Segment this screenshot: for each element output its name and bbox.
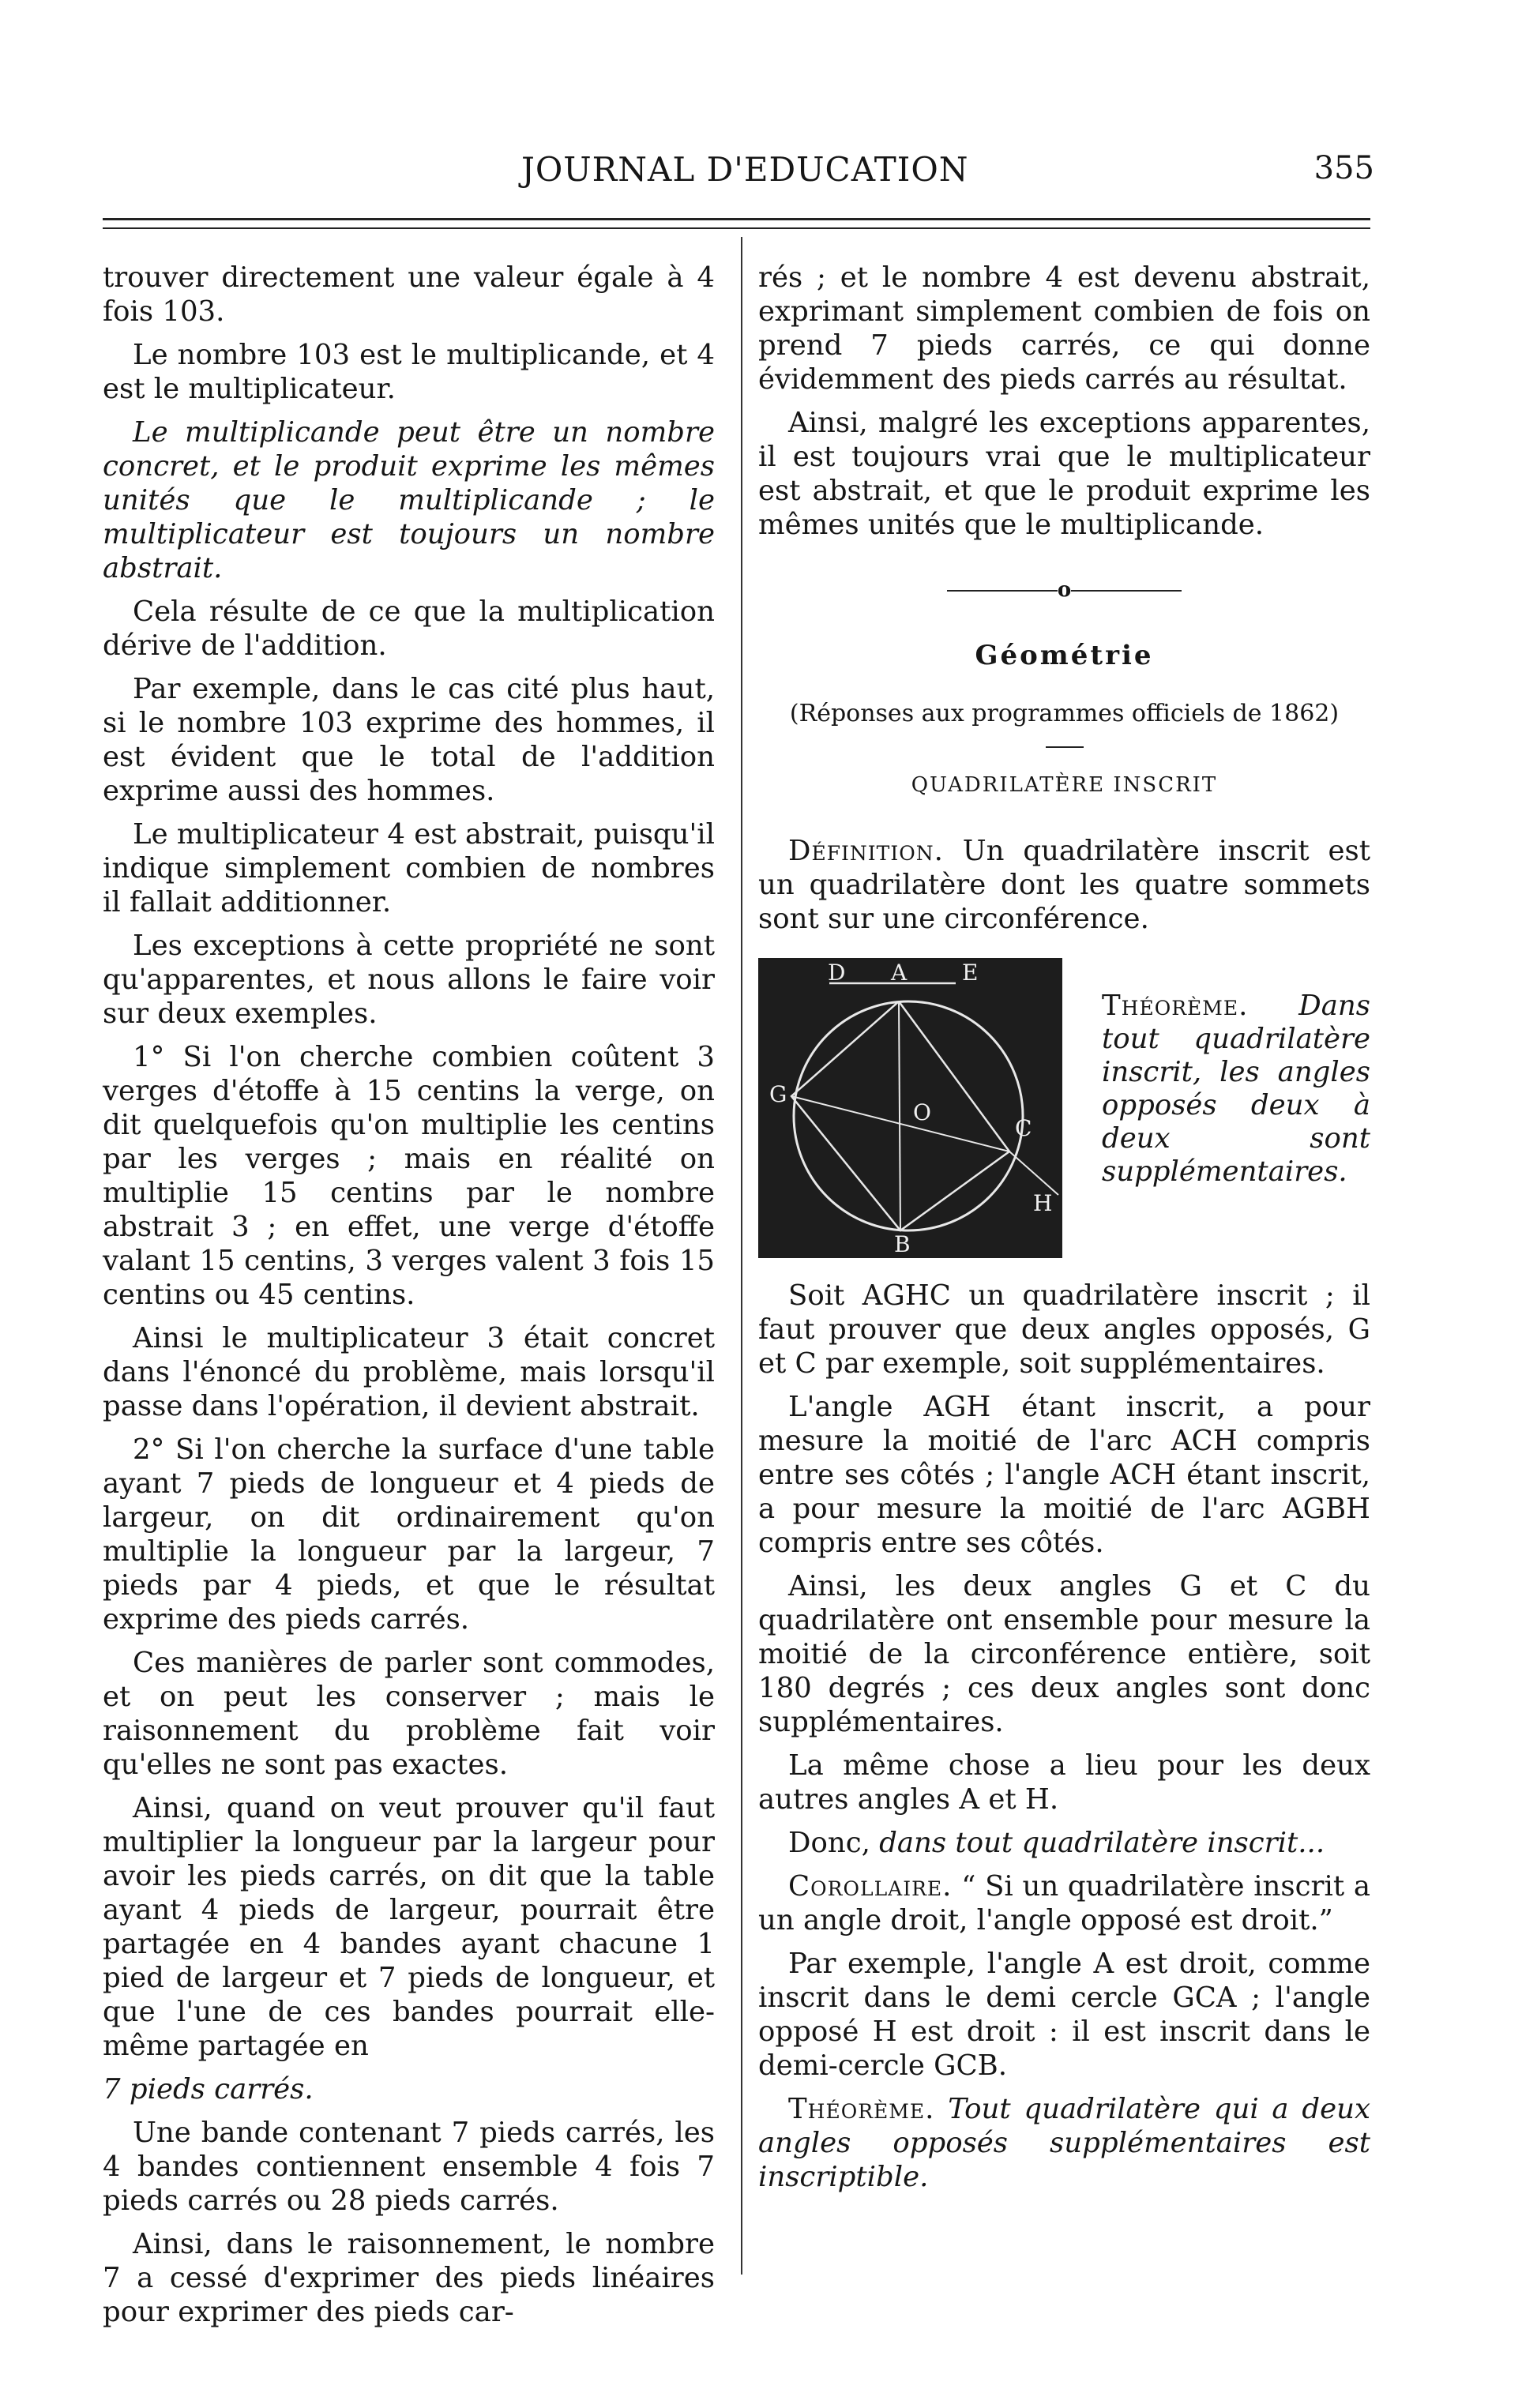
corollary-text: “ Si un quadrilatère inscrit a un angle droit, l'angle opposé est droit.” (758, 1870, 1370, 1937)
page-header (95, 150, 1374, 197)
theorem-label: Théorème. (1102, 990, 1249, 1022)
corollary-label: Corollaire. (788, 1870, 953, 1903)
paragraph: Ces manières de parler sont commodes, et on peut les conserver ; mais le raisonnement du problème fait voir qu'elles ne sont pas exactes. (103, 1647, 715, 1781)
paragraph: Ainsi le multiplicateur 3 était concret dans l'énoncé du problème, mais lorsqu'il passe dans l'opération, il devient abstrait. (103, 1322, 715, 1422)
figure-label: C (1015, 1115, 1032, 1141)
paragraph: Ainsi, dans le raisonnement, le nombre 7 a cessé d'exprimer des pieds linéaires pour exprimer des pieds car- (103, 2228, 715, 2328)
inscribed-quadrilateral-figure (758, 958, 1062, 1258)
theorem-label: Théorème. (788, 2093, 935, 2125)
section-title: Géométrie (975, 640, 1154, 671)
separator (758, 573, 1370, 607)
figure-label: O (913, 1099, 931, 1125)
paragraph: Cela résulte de ce que la multiplication dérive de l'addition. (103, 595, 715, 662)
paragraph: Ainsi, les deux angles G et C du quadrilatère ont ensemble pour mesure la moitié de la circonférence entière, soit 180 degrés ; ces deux angles sont donc supplémentaires. (758, 1570, 1370, 1738)
paragraph: Par exemple, dans le cas cité plus haut, si le nombre 103 exprime des hommes, il est évident que le total de l'addition exprime aussi des hommes. (103, 673, 715, 807)
figure-label: D (828, 960, 846, 986)
conclusion-text: dans tout quadrilatère inscrit... (879, 1827, 1325, 1859)
paragraph: Le multiplicateur 4 est abstrait, puisqu'il indique simplement combien de nombres il fallait additionner. (103, 818, 715, 918)
column-divider (741, 237, 742, 2275)
paragraph: Par exemple, l'angle A est droit, comme inscrit dans le demi cercle GCA ; l'angle opposé H est droit : il est inscrit dans le demi-cercle GCB. (758, 1948, 1370, 2082)
figure-label: B (894, 1231, 911, 1257)
paragraph: 2° Si l'on cherche la surface d'une table ayant 7 pieds de longueur et 4 pieds de largeur, on dit ordinairement qu'on multiplie la longueur par la largeur, 7 pieds par 4 pieds, et que le résultat exprime des pieds carrés. (103, 1433, 715, 1636)
paragraph: Une bande contenant 7 pieds carrés, les 4 bandes contiennent ensemble 4 fois 7 pieds carrés ou 28 pieds carrés. (103, 2117, 715, 2217)
conclusion (758, 1826, 1370, 1860)
paragraph: 7 pieds carrés. (103, 2073, 314, 2106)
conclusion-prefix: Donc, (788, 1827, 870, 1859)
paragraph: Ainsi, malgré les exceptions apparentes, il est toujours vrai que le multiplicateur est abstrait, et que le produit exprime les mêmes unités que le multiplicande. (758, 407, 1370, 541)
theorem-text: Dans tout quadrilatère inscrit, les angles opposés deux à deux sont supplémentaires. (1102, 990, 1370, 1188)
definition-text: Un quadrilatère inscrit est un quadrilatère dont les quatre sommets sont sur une circonférence. (758, 835, 1370, 935)
right-column (758, 261, 1370, 2203)
definition (758, 834, 1370, 936)
rule-paragraph: Le multiplicande peut être un nombre concret, et le produit exprime les mêmes unités que le multiplicande ; le multiplicateur est toujours un nombre abstrait. (103, 416, 715, 584)
paragraph: Le nombre 103 est le multiplicande, et 4 est le multiplicateur. (103, 339, 715, 405)
figure-label: A (891, 960, 908, 986)
short-dash (1046, 746, 1084, 748)
figure-label: H (1033, 1190, 1053, 1216)
definition-label: Définition. (788, 835, 944, 867)
corollary (758, 1869, 1370, 1937)
subheading: QUADRILATÈRE INSCRIT (911, 773, 1218, 797)
left-column (103, 261, 715, 2339)
paragraph: Ainsi, quand on veut prouver qu'il faut multiplier la longueur par la largeur pour avoir les pieds carrés, on dit que la table ayant 4 pieds de largeur, pourrait être partagée en 4 bandes ayant chacune 1 pied de largeur et 7 pieds de longueur, et que l'une de ces bandes pourrait elle-même partagée en (103, 1792, 715, 2062)
paragraph: Les exceptions à cette propriété ne sont qu'apparentes, et nous allons le faire voir sur deux exemples. (103, 930, 715, 1030)
paragraph: trouver directement une valeur égale à 4 fois 103. (103, 261, 715, 328)
theorem-text: Tout quadrilatère qui a deux angles opposés supplémentaires est inscriptible. (758, 2093, 1370, 2193)
header-rule-thin (103, 227, 1370, 229)
separator-mark: o (1057, 578, 1072, 602)
header-rule (103, 218, 1370, 220)
running-head: JOURNAL D'EDUCATION (521, 150, 969, 189)
paragraph: rés ; et le nombre 4 est devenu abstrait, exprimant simplement combien de fois on prend 7 pieds carrés, ce qui donne évidemment des pieds carrés au résultat. (758, 261, 1370, 396)
section-subtitle: (Réponses aux programmes officiels de 1862) (789, 700, 1340, 727)
figure-label: G (769, 1081, 787, 1107)
paragraph: Soit AGHC un quadrilatère inscrit ; il faut prouver que deux angles opposés, G et C par exemple, soit supplémentaires. (758, 1279, 1370, 1380)
paragraph: L'angle AGH étant inscrit, a pour mesure la moitié de l'arc ACH compris entre ses côtés ; l'angle ACH étant inscrit, a pour mesure la moitié de l'arc AGBH compris entre ses côtés. (758, 1391, 1370, 1559)
page-number: 355 (1313, 150, 1374, 186)
theorem-caption (1062, 958, 1370, 1258)
figure-label: E (962, 960, 979, 986)
figure-row (758, 958, 1370, 1258)
paragraph: 1° Si l'on cherche combien coûtent 3 verges d'étoffe à 15 centins la verge, on dit quelquefois qu'on multiplie les centins par les verges ; mais en réalité on multiplie 15 centins par le nombre abstrait 3 ; en effet, une verge d'étoffe valant 15 centins, 3 verges valent 3 fois 15 centins ou 45 centins. (103, 1041, 715, 1311)
paragraph: La même chose a lieu pour les deux autres angles A et H. (758, 1749, 1370, 1816)
theorem-2 (758, 2092, 1370, 2194)
